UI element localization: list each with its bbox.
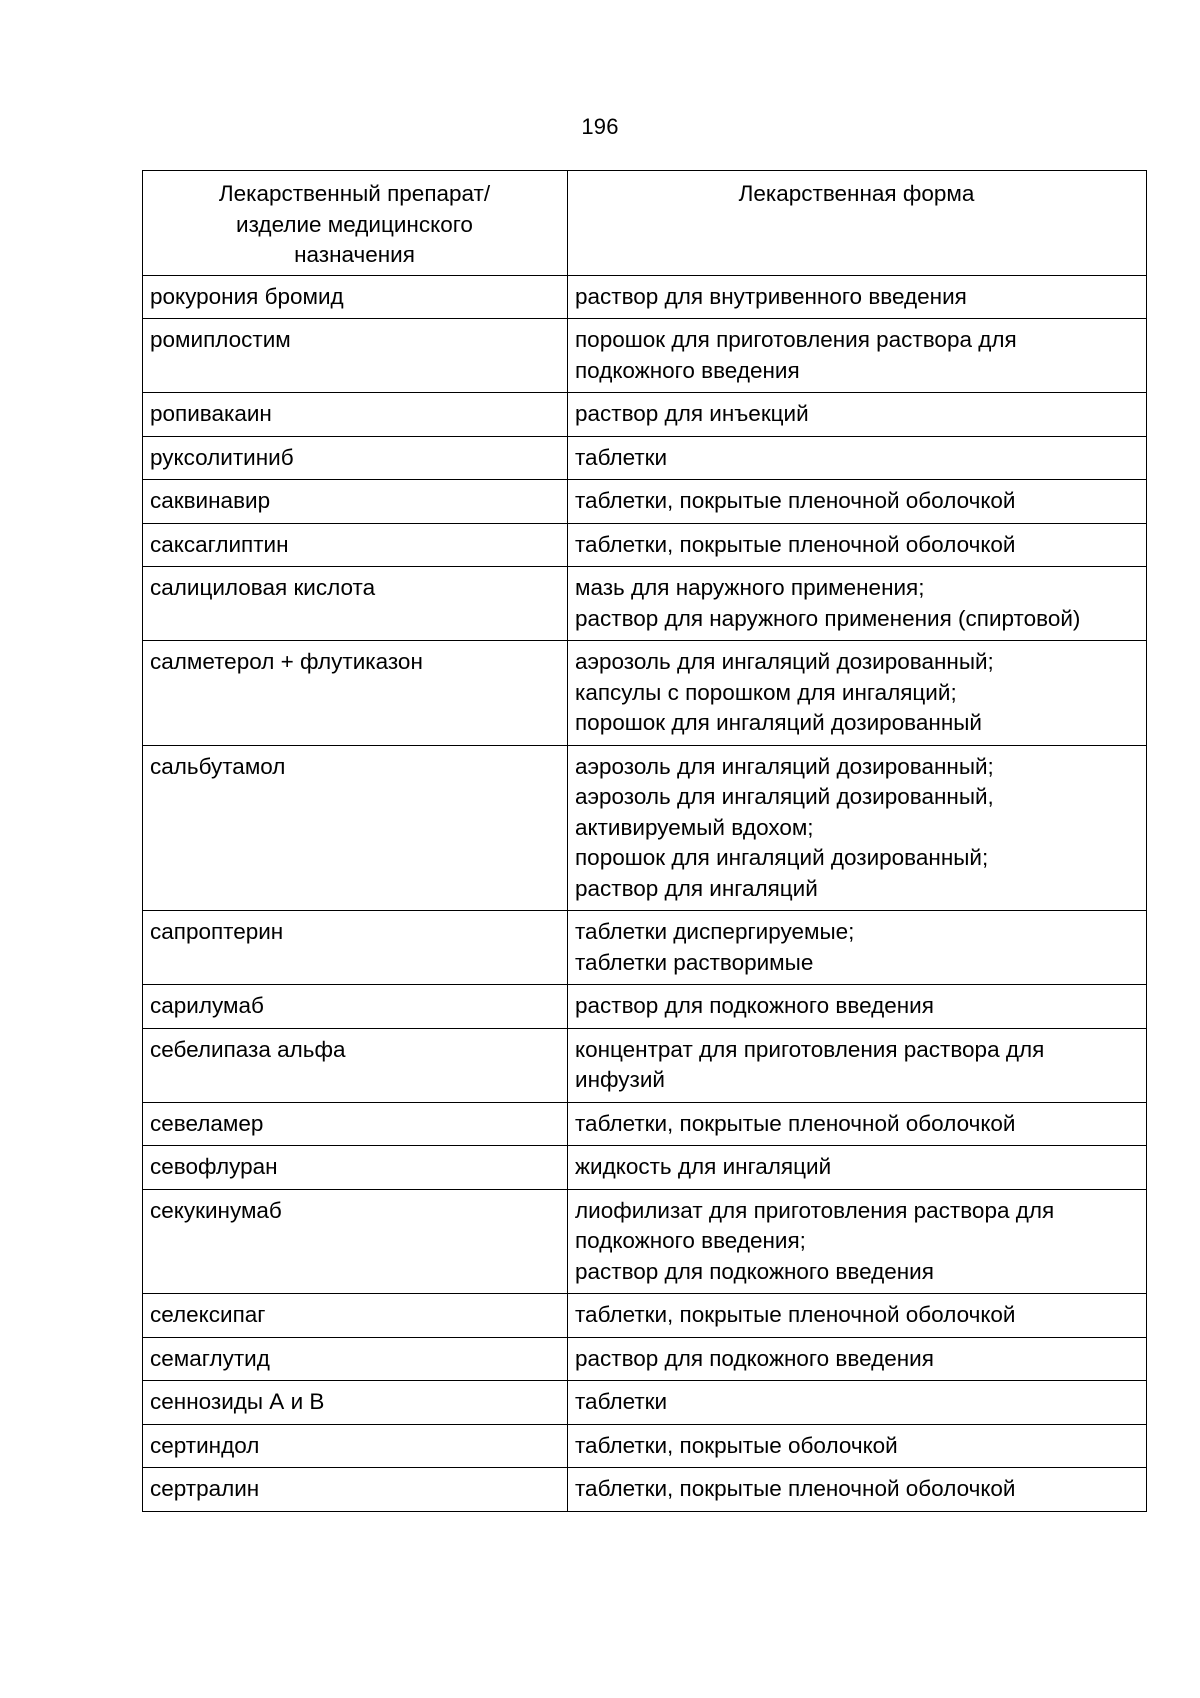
table-row bbox=[143, 1102, 1147, 1146]
form-cell: таблетки, покрытые пленочной оболочкой bbox=[568, 1294, 1147, 1338]
table-row bbox=[143, 1028, 1147, 1102]
drug-cell: салициловая кислота bbox=[143, 567, 568, 641]
form-cell: раствор для подкожного введения bbox=[568, 1337, 1147, 1381]
header-form: Лекарственная форма bbox=[568, 171, 1147, 276]
drug-cell: сарилумаб bbox=[143, 985, 568, 1029]
drug-cell: сапроптерин bbox=[143, 911, 568, 985]
form-cell: таблетки, покрытые пленочной оболочкой bbox=[568, 523, 1147, 567]
table-row bbox=[143, 985, 1147, 1029]
drug-cell: салметерол + флутиказон bbox=[143, 641, 568, 746]
form-cell: мазь для наружного применения; раствор для наружного применения (спиртовой) bbox=[568, 567, 1147, 641]
form-cell: таблетки диспергируемые; таблетки растворимые bbox=[568, 911, 1147, 985]
drug-cell: руксолитиниб bbox=[143, 436, 568, 480]
drug-cell: секукинумаб bbox=[143, 1189, 568, 1294]
form-cell: концентрат для приготовления раствора для инфузий bbox=[568, 1028, 1147, 1102]
table-row bbox=[143, 1337, 1147, 1381]
drug-cell: саквинавир bbox=[143, 480, 568, 524]
table-row bbox=[143, 1424, 1147, 1468]
drug-cell: себелипаза альфа bbox=[143, 1028, 568, 1102]
table-row bbox=[143, 1189, 1147, 1294]
table-row bbox=[143, 745, 1147, 911]
form-cell: таблетки, покрытые пленочной оболочкой bbox=[568, 480, 1147, 524]
drug-cell: сертралин bbox=[143, 1468, 568, 1512]
drug-cell: севеламер bbox=[143, 1102, 568, 1146]
table-row bbox=[143, 641, 1147, 746]
form-cell: раствор для внутривенного введения bbox=[568, 275, 1147, 319]
form-cell: таблетки, покрытые оболочкой bbox=[568, 1424, 1147, 1468]
table-row bbox=[143, 436, 1147, 480]
table-row bbox=[143, 319, 1147, 393]
table-header-row bbox=[143, 171, 1147, 276]
drug-cell: ромиплостим bbox=[143, 319, 568, 393]
form-cell: лиофилизат для приготовления раствора для подкожного введения; раствор для подкожного введения bbox=[568, 1189, 1147, 1294]
drug-cell: селексипаг bbox=[143, 1294, 568, 1338]
table-row bbox=[143, 480, 1147, 524]
table-row bbox=[143, 567, 1147, 641]
page-number: 196 bbox=[581, 114, 619, 139]
form-cell: таблетки, покрытые пленочной оболочкой bbox=[568, 1468, 1147, 1512]
drug-cell: севофлуран bbox=[143, 1146, 568, 1190]
drug-cell: ропивакаин bbox=[143, 393, 568, 437]
table-row bbox=[143, 393, 1147, 437]
drug-cell: сальбутамол bbox=[143, 745, 568, 911]
table-row bbox=[143, 911, 1147, 985]
table-row bbox=[143, 1294, 1147, 1338]
table-row bbox=[143, 523, 1147, 567]
form-cell: таблетки, покрытые пленочной оболочкой bbox=[568, 1102, 1147, 1146]
drug-cell: рокурония бромид bbox=[143, 275, 568, 319]
drug-cell: сертиндол bbox=[143, 1424, 568, 1468]
form-cell: аэрозоль для ингаляций дозированный; капсулы с порошком для ингаляций; порошок для ингаляций дозированный bbox=[568, 641, 1147, 746]
form-cell: аэрозоль для ингаляций дозированный; аэрозоль для ингаляций дозированный, активируемый вдохом; порошок для ингаляций дозированный; раствор для ингаляций bbox=[568, 745, 1147, 911]
drug-table bbox=[142, 170, 1147, 1512]
form-cell: таблетки bbox=[568, 436, 1147, 480]
table-row bbox=[143, 1468, 1147, 1512]
drug-cell: сеннозиды А и В bbox=[143, 1381, 568, 1425]
form-cell: раствор для инъекций bbox=[568, 393, 1147, 437]
form-cell: жидкость для ингаляций bbox=[568, 1146, 1147, 1190]
table-row bbox=[143, 1381, 1147, 1425]
form-cell: порошок для приготовления раствора для подкожного введения bbox=[568, 319, 1147, 393]
form-cell: таблетки bbox=[568, 1381, 1147, 1425]
drug-cell: саксаглиптин bbox=[143, 523, 568, 567]
table-row bbox=[143, 275, 1147, 319]
header-drug: Лекарственный препарат/ изделие медицинского назначения bbox=[143, 171, 568, 276]
form-cell: раствор для подкожного введения bbox=[568, 985, 1147, 1029]
table-row bbox=[143, 1146, 1147, 1190]
drug-cell: семаглутид bbox=[143, 1337, 568, 1381]
